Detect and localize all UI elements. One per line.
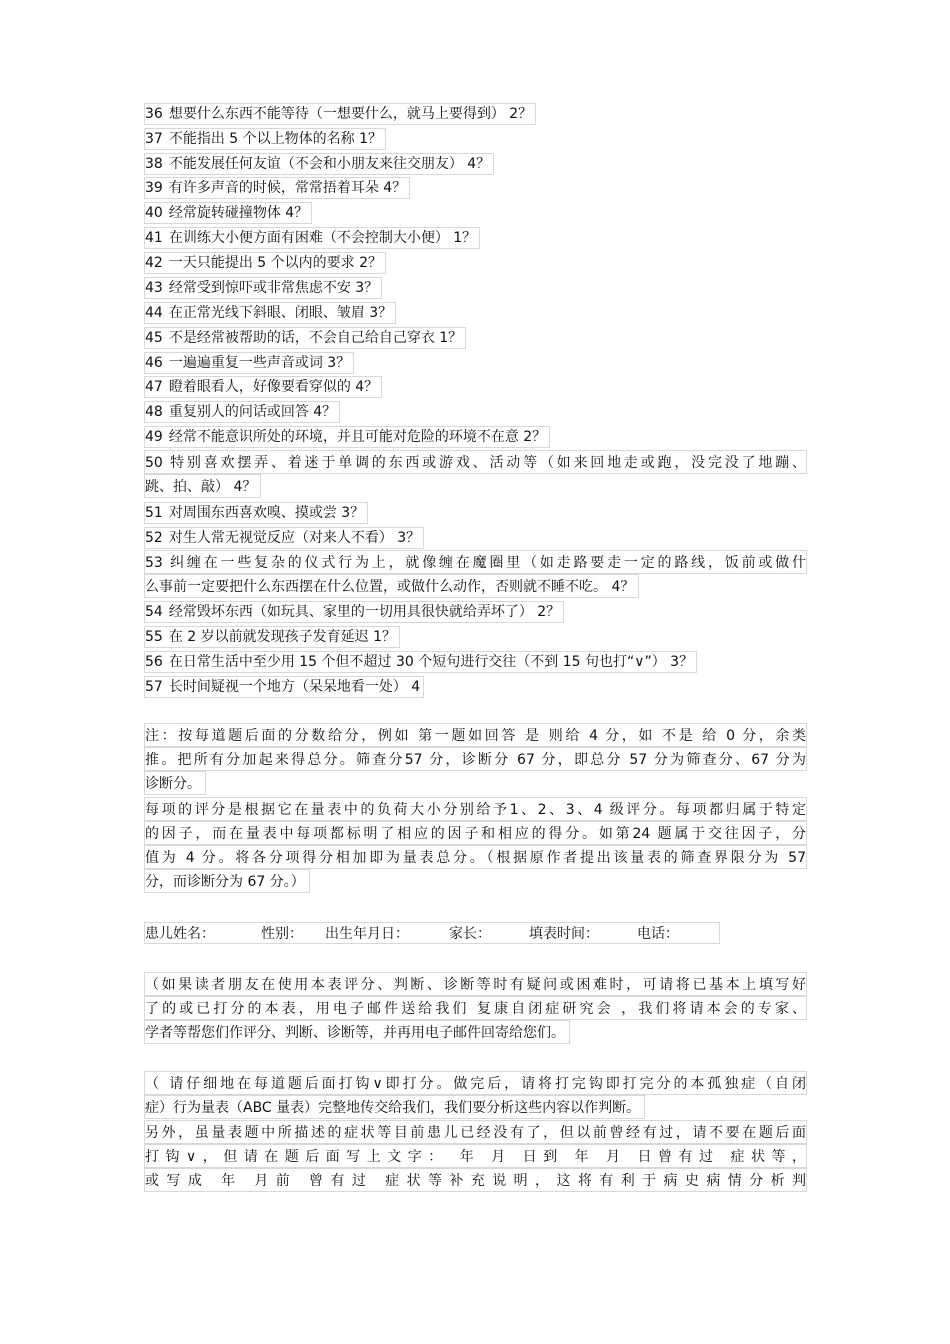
question-line (144, 550, 807, 574)
note-line-end: 诊断分。 (144, 771, 206, 795)
question-number: 43 (145, 280, 163, 296)
question-number: 52 (145, 530, 163, 546)
question-50 (144, 450, 807, 499)
question-number: 46 (145, 355, 163, 371)
gender-label: 性别： (261, 926, 303, 942)
patient-name-label: 患儿姓名： (145, 926, 215, 942)
para-line-end: 症）行为量表（ABC 量表）完整地传交给我们，我们要分析这些内容以作判断。 (144, 1095, 645, 1119)
question-text: 在 2 岁以前就发现孩子发育延迟 1？ (168, 629, 396, 645)
fill-date-label: 填表时间： (529, 926, 599, 942)
question-text: 对生人常无视觉反应（对来人不看） 3？ (168, 530, 421, 546)
question-52 (144, 527, 424, 549)
question-line-end: 跳、拍、敲） 4？ (144, 474, 261, 498)
question-number: 49 (145, 429, 163, 445)
note-line: 值为 4 分。将各分项得分相加即为量表总分。（根据原作者提出该量表的筛查界限分为 57 (144, 845, 807, 869)
question-text: 经常毁坏东西（如玩具、家里的一切用具很快就给弄坏了） 2？ (168, 604, 561, 620)
question-text: 经常受到惊吓或非常焦虑不安 3？ (168, 280, 379, 296)
question-number: 47 (145, 379, 163, 395)
note-line-end: 分，而诊断分为 67 分。） (144, 869, 310, 893)
question-number: 55 (145, 629, 163, 645)
question-number: 57 (145, 679, 163, 695)
para-line: 了的或已打分的本表，用电子邮件送给我们 复康自闭症研究会 ，我们将请本会的专家、 (144, 996, 807, 1020)
birthdate-label: 出生年月日： (325, 926, 409, 942)
question-line-end: 么事前一定要把什么东西摆在什么位置，或做什么动作，否则就不睡不吃。 4？ (144, 574, 639, 598)
question-number: 36 (145, 106, 163, 122)
question-number: 37 (145, 131, 163, 147)
question-45 (144, 327, 466, 349)
question-number: 45 (145, 330, 163, 346)
question-number: 41 (145, 230, 163, 246)
question-text: 长时间疑视一个地方（呆呆地看一处） 4 (168, 679, 421, 695)
question-text: 特别喜欢摆弄、着迷于单调的东西或游戏、活动等（如来回地走或跑，没完没了地蹦、 (170, 455, 807, 471)
question-number: 42 (145, 255, 163, 271)
question-number: 54 (145, 604, 163, 620)
question-39 (144, 177, 410, 199)
note-line: 每项的评分是根据它在量表中的负荷大小分别给予1、2、3、4 级评分。每项都归属于特定 (144, 797, 807, 821)
question-42 (144, 252, 386, 274)
note-line: 的因子，而在量表中每项都标明了相应的因子和相应的得分。如第24 题属于交往因子，分 (144, 821, 807, 845)
question-44 (144, 302, 396, 324)
question-number: 48 (145, 404, 163, 420)
question-text: 在日常生活中至少用 15 个但不超过 30 个短句进行交往（不到 15 句也打“∨”） 3？ (168, 654, 694, 670)
question-number: 39 (145, 180, 163, 196)
question-37 (144, 128, 386, 150)
phone-label: 电话： (637, 926, 679, 942)
question-47 (144, 376, 382, 398)
question-number: 40 (145, 205, 163, 221)
question-number: 56 (145, 654, 163, 670)
note-line: 推。把所有分加起来得总分。筛查分57 分，诊断分 67 分，即总分 57 分为筛查分、67 分为 (144, 747, 807, 771)
patient-info-line (144, 922, 720, 944)
check-instructions (144, 1071, 807, 1120)
question-text: 想要什么东西不能等待（一想要什么，就马上要得到） 2？ (168, 106, 533, 122)
question-57 (144, 676, 424, 698)
email-instructions (144, 972, 807, 1045)
question-55 (144, 626, 400, 648)
question-number: 51 (145, 505, 163, 521)
para-line: 另外，虽量表题中所描述的症状等目前患儿已经没有了，但以前曾经有过，请不要在题后面 (144, 1120, 807, 1144)
para-line: 打钩∨，但请在题后面写上文字： 年 月 日到 年 月 日曾有过 症状等， (144, 1144, 807, 1168)
question-text: 经常不能意识所处的环境，并且可能对危险的环境不在意 2？ (168, 429, 547, 445)
question-text: 不能发展任何友谊（不会和小朋友来往交朋友） 4？ (168, 156, 491, 172)
question-38 (144, 153, 494, 175)
question-number: 53 (145, 555, 163, 571)
question-43 (144, 277, 382, 299)
factor-note (144, 797, 807, 894)
question-51 (144, 502, 368, 524)
question-46 (144, 352, 354, 374)
question-49 (144, 426, 550, 448)
question-40 (144, 202, 312, 224)
para-line: 或写成 年 月前 曾有过 症状等补充说明，这将有利于病史病情分析判 (144, 1168, 807, 1192)
question-text: 有许多声音的时候，常常捂着耳朵 4？ (168, 180, 407, 196)
question-text: 一天只能提出 5 个以内的要求 2？ (168, 255, 382, 271)
question-number: 44 (145, 305, 163, 321)
question-53 (144, 550, 807, 599)
question-line (144, 450, 807, 474)
question-48 (144, 401, 340, 423)
question-text: 纠缠在一些复杂的仪式行为上，就像缠在魔圈里（如走路要走一定的路线，饭前或做什 (170, 555, 807, 571)
question-text: 重复别人的问话或回答 4？ (168, 404, 337, 420)
question-text: 在训练大小便方面有困难（不会控制大小便） 1？ (168, 230, 477, 246)
question-54 (144, 601, 564, 623)
question-text: 一遍遍重复一些声音或词 3？ (168, 355, 351, 371)
para-line: （ 请仔细地在每道题后面打钩∨即打分。做完后，请将打完钩即打完分的本孤独症（自闭 (144, 1071, 807, 1095)
question-36 (144, 103, 536, 125)
question-text: 不是经常被帮助的话，不会自己给自己穿衣 1？ (168, 330, 463, 346)
scoring-note (144, 723, 807, 796)
history-note (144, 1120, 807, 1192)
question-text: 经常旋转碰撞物体 4？ (168, 205, 309, 221)
question-number: 38 (145, 156, 163, 172)
note-line: 注：按每道题后面的分数给分，例如 第一题如回答 是 则给 4 分，如 不是 给 0 分，余类 (144, 723, 807, 747)
question-text: 在正常光线下斜眼、闭眼、皱眉 3？ (168, 305, 393, 321)
parent-label: 家长： (449, 926, 491, 942)
para-line: （如果读者朋友在使用本表评分、判断、诊断等时有疑问或困难时，可请将已基本上填写好 (144, 972, 807, 996)
question-41 (144, 227, 480, 249)
question-56 (144, 651, 697, 673)
question-text: 瞪着眼看人，好像要看穿似的 4？ (168, 379, 379, 395)
question-number: 50 (145, 455, 163, 471)
question-text: 对周围东西喜欢嗅、摸或尝 3？ (168, 505, 365, 521)
question-text: 不能指出 5 个以上物体的名称 1？ (168, 131, 382, 147)
para-line-end: 学者等帮您们作评分、判断、诊断等，并再用电子邮件回寄给您们。 (144, 1020, 570, 1044)
